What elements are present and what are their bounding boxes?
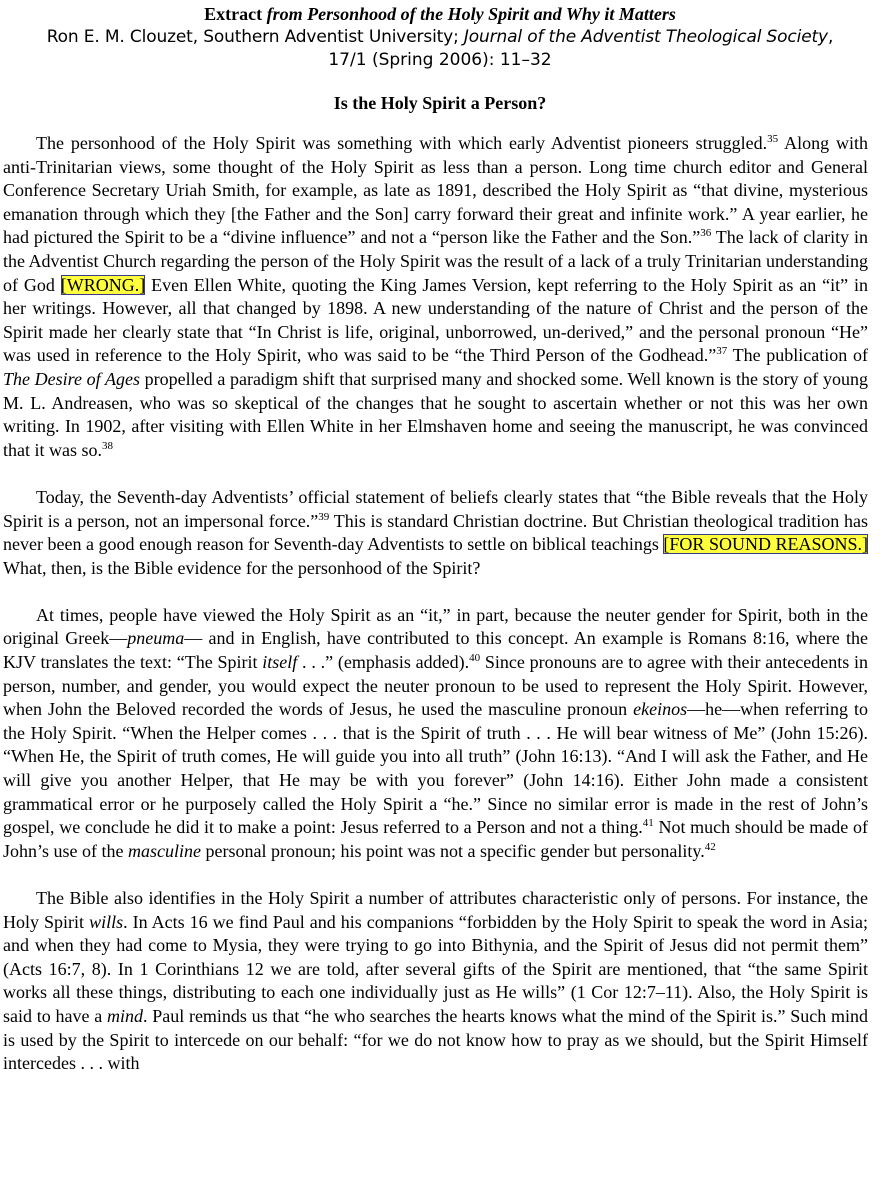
p1-text-d: Even Ellen White, quoting the King James Version, kept referring to the Holy Spirit as an “it” in her writings. However, all that changed by 1898. A new understanding of the nature of Christ and the person of the Spirit made her clearly state that “In Christ is life, original, unborrowed, un-derived,” and the personal pronoun “He” was used in reference to the Holy Spirit, who was said to be “the Third Person of the Godhead.” xyxy=(3,274,868,366)
p1-text-b: Along with anti-Trinitarian views, some thought of the Holy Spirit as less than a person. Long time church editor and General Conference Secretary Uriah Smith, for example, as late as 1891, described the Holy Spirit as “that divine, mysterious emanation through which they [the Father and the Son] carry forward their great and infinite work.” A year earlier, he had pictured the Spirit to be a “divine influence” and not a “person like the Father and the Son.” xyxy=(3,133,868,248)
footnote-41: 41 xyxy=(642,817,654,830)
highlight-note-wrong: [WRONG.] xyxy=(60,274,146,295)
p2-text-a: Today, the Seventh-day Adventists’ official statement of beliefs clearly states that “the Bible reveals that the Holy Spirit is a person, not an impersonal force.” xyxy=(3,486,868,531)
p1-text-c: The lack of clarity in the Adventist Church regarding the person of the Holy Spirit was the result of a lack of a truly Trinitarian understanding of God xyxy=(3,227,868,295)
book-title-desire-of-ages: The Desire of Ages xyxy=(3,368,140,389)
article-title: from Personhood of the Holy Spirit and Why it Matters xyxy=(266,4,676,24)
footnote-35: 35 xyxy=(767,133,779,145)
footnote-39: 39 xyxy=(318,510,330,523)
highlight-note-sound-reasons: [FOR SOUND REASONS.] xyxy=(663,534,869,555)
p2-text-b: This is standard Christian doctrine. But Christian theological tradition has never been a good enough reason for Seventh-day Adventists to settle on biblical teachings xyxy=(3,510,868,555)
footnote-37: 37 xyxy=(716,345,728,358)
term-itself: itself xyxy=(262,652,298,673)
p4-text-a: The Bible also identifies in the Holy Spirit a number of attributes characteristic only of persons. For instance, the Holy Spirit xyxy=(3,888,868,932)
footnote-36: 36 xyxy=(700,227,712,240)
extract-title xyxy=(0,4,880,24)
footnote-40: 40 xyxy=(469,652,481,665)
paragraph-1 xyxy=(3,132,868,462)
p3-text-f: Not much should be made of John’s use of the xyxy=(3,817,868,861)
p3-text-b: — and in English, have contributed to this concept. An example is Romans 8:16, where the KJV translates the text: “The Spirit xyxy=(3,628,868,673)
p1-text-a: The personhood of the Holy Spirit was something with which early Adventist pioneers struggled. xyxy=(36,133,768,153)
term-masculine: masculine xyxy=(128,840,201,861)
p1-text-e: The publication of xyxy=(727,345,868,366)
section-heading: Is the Holy Spirit a Person? xyxy=(333,93,547,113)
p3-text-c: . . .” (emphasis added). xyxy=(297,652,470,673)
footnote-38: 38 xyxy=(102,439,113,452)
p4-text-b: . In Acts 16 we find Paul and his companions “forbidden by the Holy Spirit to speak the word in Asia; and when they had come to Mysia, they were trying to go into Bithynia, and the Spirit of Jesus did not permit them” (Acts 16:7, 8). In 1 Corinthians 12 we are told, after several gifts of the Spirit are mentioned, that “the same Spirit works all these things, distributing to each one individually just as He wills” (1 Cor 12:7–11). Also, the Holy Spirit is said to have a xyxy=(3,911,868,1026)
document-header xyxy=(0,4,880,72)
term-pneuma: pneuma xyxy=(127,628,185,649)
footnote-42: 42 xyxy=(704,840,716,853)
paragraph-2 xyxy=(3,486,868,580)
term-mind: mind xyxy=(106,1005,143,1026)
volume-pages: 17/1 (Spring 2006): 11–32 xyxy=(328,50,552,70)
p3-text-e: —he—when referring to the Holy Spirit. “When the Helper comes . . . that is the Spirit of truth . . . He will bear witness of Me” (John 15:26). “When He, the Spirit of truth comes, He will guide you into all truth” (John 16:13). “And I will ask the Father, and He will give you another Helper, that He may be with you forever” (John 14:16). Either John made a consistent grammatical error or he purposely called the Holy Spirit a “he.” Since no similar error is made in the rest of John’s gospel, we conclude he did it to make a point: Jesus referred to a Person and not a thing. xyxy=(3,699,868,838)
author-citation xyxy=(0,26,880,49)
p4-text-c: . Paul reminds us that “he who searches the hearts knows what the mind of the Spirit is.” Such mind is used by the Spirit to intercede on our behalf: “for we do not know how to pray as we should, but the Spirit Himself intercedes . . . with xyxy=(3,1005,868,1074)
journal-name: Journal of the Adventist Theological Society xyxy=(463,27,828,47)
term-wills: wills xyxy=(89,911,124,932)
paragraph-3 xyxy=(3,604,868,864)
citation-comma: , xyxy=(827,27,834,47)
author-affiliation: Ron E. M. Clouzet, Southern Adventist University; xyxy=(46,27,464,47)
p3-text-g: personal pronoun; his point was not a specific gender but personality. xyxy=(200,840,705,861)
p1-text-f: propelled a paradigm shift that surprised many and shocked some. Well known is the story of young M. L. Andreasen, who was so skeptical of the changes that he sought to ascertain whether or not this was her own writing. In 1902, after visiting with Ellen White in her Elmshaven home and seeing the manuscript, he was convinced that it was so. xyxy=(3,368,868,460)
term-ekeinos: ekeinos xyxy=(633,699,688,720)
extract-label: Extract xyxy=(204,4,267,24)
paragraph-4 xyxy=(3,887,868,1076)
p3-text-a: At times, people have viewed the Holy Spirit as an “it,” in part, because the neuter gender for Spirit, both in the original Greek— xyxy=(3,604,868,649)
article-body xyxy=(0,132,880,1076)
p3-text-d: Since pronouns are to agree with their antecedents in person, number, and gender, you would expect the neuter pronoun to be used to represent the Holy Spirit. However, when John the Beloved recorded the words of Jesus, he used the masculine pronoun xyxy=(3,652,868,720)
p2-text-c: What, then, is the Bible evidence for the personhood of the Spirit? xyxy=(3,557,481,578)
